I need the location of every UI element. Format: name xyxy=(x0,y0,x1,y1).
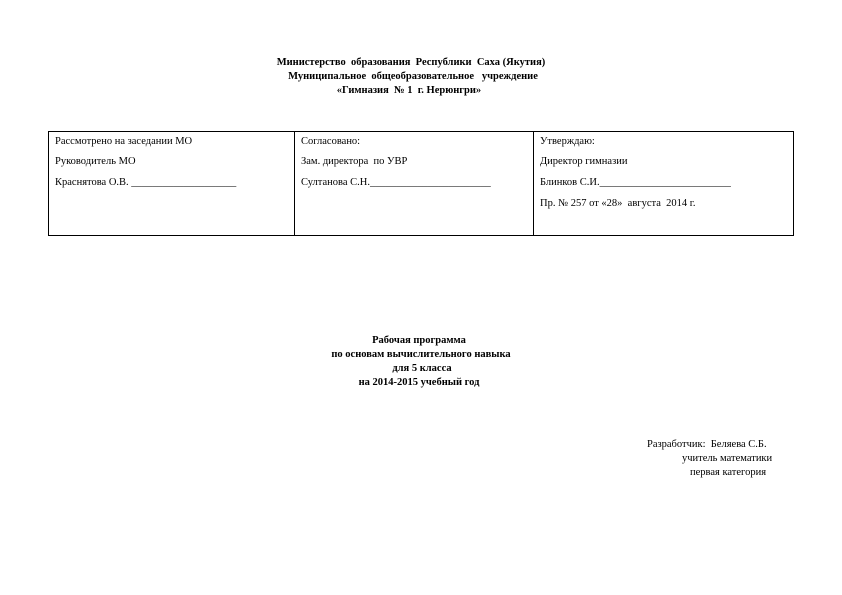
approval-signature: Блинков С.И._________________________ xyxy=(540,177,731,188)
program-subject-line: по основам вычислительного навыка xyxy=(331,349,511,360)
approval-order: Пр. № 257 от «28» августа 2014 г. xyxy=(540,198,696,209)
school-name-line: «Гимназия № 1 г. Нерюнгри» xyxy=(336,85,482,96)
program-grade-line: для 5 класса xyxy=(392,363,452,374)
approval-table xyxy=(48,131,794,236)
approval-cell-approved xyxy=(533,132,793,235)
approval-heading: Рассмотрено на заседании МО xyxy=(55,136,193,147)
approval-heading: Согласовано: xyxy=(301,136,361,147)
approval-heading: Утверждаю: xyxy=(540,136,595,147)
approval-role: Директор гимназии xyxy=(540,156,628,167)
program-year-line: на 2014-2015 учебный год xyxy=(358,377,480,388)
approval-signature: Султанова С.Н._______________________ xyxy=(301,177,491,188)
approval-cell-reviewed xyxy=(49,132,294,235)
program-title-line: Рабочая программа xyxy=(372,335,466,346)
approval-role: Руководитель МО xyxy=(55,156,136,167)
institution-header xyxy=(0,56,842,98)
approval-signature: Краснятова О.В. ____________________ xyxy=(55,177,237,188)
author-name: Разработчик: Беляева С.Б. xyxy=(647,439,767,450)
approval-role: Зам. директора по УВР xyxy=(301,156,408,167)
program-title xyxy=(0,334,842,390)
author-block xyxy=(600,438,830,480)
institution-type-line: Муниципальное общеобразовательное учреждение xyxy=(288,71,538,82)
ministry-line: Министерство образования Республики Саха (Якутия) xyxy=(276,57,546,68)
approval-cell-agreed xyxy=(294,132,533,235)
author-category: первая категория xyxy=(690,467,767,478)
author-position: учитель математики xyxy=(682,453,773,464)
